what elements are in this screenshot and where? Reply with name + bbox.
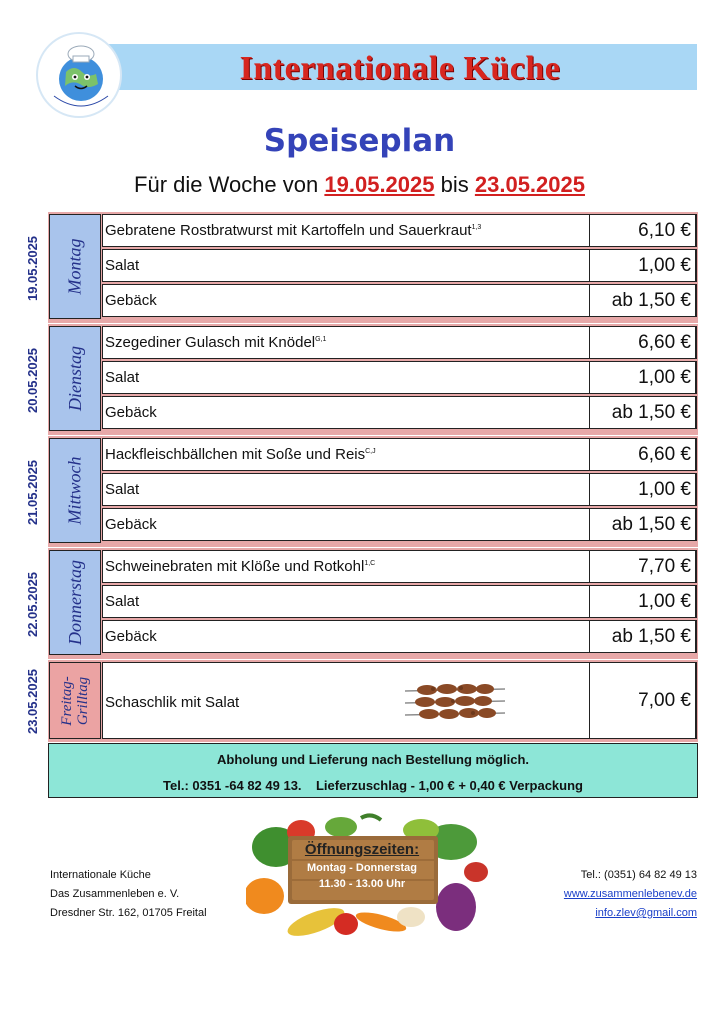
- date-label: 19.05.2025: [25, 235, 41, 301]
- price: ab 1,50 €: [589, 396, 696, 429]
- menu-row: [102, 284, 697, 317]
- dish-name: Schweinebraten mit Klöße und Rotkohl: [105, 558, 365, 575]
- price: 1,00 €: [589, 361, 696, 394]
- allergen-note: G,1: [315, 336, 327, 343]
- date-label: 20.05.2025: [25, 347, 41, 413]
- menu-subtitle: Speiseplan: [263, 123, 456, 159]
- week-from-date: 19.05.2025: [324, 172, 435, 197]
- price: 6,10 €: [589, 214, 696, 247]
- date-label: 21.05.2025: [25, 459, 41, 525]
- day-cell-thursday: Donnerstag: [49, 550, 101, 655]
- menu-row: [102, 326, 697, 359]
- day-block-monday: [48, 212, 698, 323]
- week-prefix: Für die Woche von: [134, 172, 319, 197]
- menu-row: [102, 620, 697, 653]
- dish-name: Schaschlik mit Salat: [105, 694, 240, 711]
- dish-name: Salat: [105, 481, 140, 498]
- day-cell-monday: Montag: [49, 214, 101, 319]
- menu-row: [102, 473, 697, 506]
- day-block-tuesday: [48, 324, 698, 435]
- dish-name: Salat: [105, 257, 140, 274]
- menu-row: [102, 249, 697, 282]
- dish-name: Gebäck: [105, 404, 157, 421]
- menu-row: [102, 361, 697, 394]
- website-link[interactable]: www.zusammenlebenev.de: [563, 888, 697, 900]
- price: 1,00 €: [589, 473, 696, 506]
- price: ab 1,50 €: [589, 284, 696, 317]
- menu-row: [102, 214, 697, 247]
- allergen-note: C,J: [365, 448, 376, 455]
- price: ab 1,50 €: [589, 620, 696, 653]
- footer-address: [50, 866, 207, 923]
- hours-title: Öffnungszeiten:: [304, 841, 420, 858]
- footer-street: Dresdner Str. 162, 01705 Freital: [50, 907, 207, 919]
- day-cell-wednesday: Mittwoch: [49, 438, 101, 543]
- price: 6,60 €: [589, 438, 696, 471]
- footer-contact: [564, 866, 697, 923]
- price: 6,60 €: [589, 326, 696, 359]
- info-box: [48, 743, 698, 798]
- email-link[interactable]: info.zlev@gmail.com: [595, 907, 697, 919]
- price: ab 1,50 €: [589, 508, 696, 541]
- dish-name: Salat: [105, 593, 140, 610]
- footer-org-name: Internationale Küche: [50, 869, 151, 881]
- dish-name: Gebäck: [105, 292, 157, 309]
- hours-days: Montag - Donnerstag: [307, 862, 417, 874]
- day-cell-tuesday: Dienstag: [49, 326, 101, 431]
- day-block-wednesday: [48, 436, 698, 547]
- dish-name: Salat: [105, 369, 140, 386]
- dish-name: Gebäck: [105, 628, 157, 645]
- week-range: [0, 172, 719, 198]
- menu-row: [102, 396, 697, 429]
- dish-name: Gebratene Rostbratwurst mit Kartoffeln und Sauerkraut: [105, 222, 472, 239]
- price: 7,70 €: [589, 550, 696, 583]
- chef-globe-logo: [36, 32, 122, 118]
- date-label: 22.05.2025: [25, 571, 41, 637]
- menu-row: [102, 585, 697, 618]
- footer-association: Das Zusammenleben e. V.: [50, 888, 180, 900]
- footer-phone: Tel.: (0351) 64 82 49 13: [580, 869, 697, 881]
- day-cell-friday: Freitag-Grilltag: [49, 662, 101, 739]
- dish-name: Gebäck: [105, 516, 157, 533]
- menu-row: [102, 550, 697, 583]
- shashlik-skewer-image: [403, 677, 507, 727]
- price: 1,00 €: [589, 249, 696, 282]
- day-block-friday: [48, 660, 698, 742]
- info-line-1: Abholung und Lieferung nach Bestellung möglich.: [217, 752, 529, 767]
- week-between: bis: [440, 172, 469, 197]
- dish-name: Hackfleischbällchen mit Soße und Reis: [105, 446, 366, 463]
- date-label: 23.05.2025: [25, 668, 41, 734]
- page-title: Internationale Küche: [239, 50, 561, 87]
- menu-row: [102, 662, 697, 739]
- price: 7,00 €: [589, 662, 696, 739]
- week-to-date: 23.05.2025: [474, 172, 585, 197]
- allergen-note: 1,3: [471, 224, 482, 231]
- info-line-2: Tel.: 0351 -64 82 49 13. Lieferzuschlag - 1,00 € + 0,40 € Verpackung: [163, 778, 583, 793]
- dish-name: Szegediner Gulasch mit Knödel: [105, 334, 316, 351]
- price: 1,00 €: [589, 585, 696, 618]
- hours-time: 11.30 - 13.00 Uhr: [318, 878, 406, 890]
- menu-row: [102, 438, 697, 471]
- menu-row: [102, 508, 697, 541]
- day-block-thursday: [48, 548, 698, 659]
- allergen-note: 1,C: [364, 560, 376, 567]
- opening-hours-sign: [288, 837, 436, 903]
